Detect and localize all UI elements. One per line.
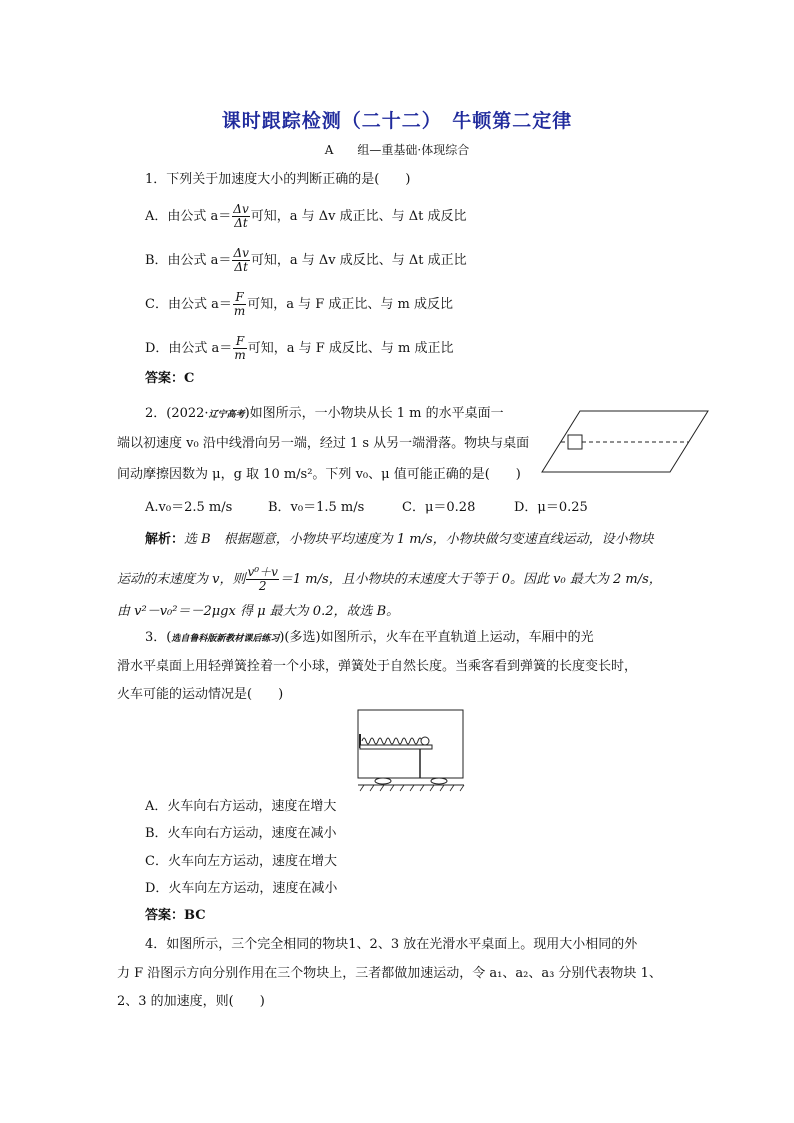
- fraction-denominator: Δt: [234, 260, 248, 274]
- table-block-figure: [540, 408, 710, 476]
- q2-analysis-label: 解析：: [145, 532, 185, 547]
- fraction-denominator: Δt: [234, 216, 248, 230]
- q3-number: 3．(: [145, 630, 172, 645]
- q2-option-c[interactable]: C．μ＝0.28: [402, 500, 476, 515]
- q1-option-a[interactable]: [145, 203, 467, 230]
- q1-option-a-fraction: [232, 203, 249, 230]
- q1-option-a-prefix: A．由公式 a＝: [145, 209, 232, 224]
- q2-line1-text: )如图所示，一小物块从长 1 m 的水平桌面一: [244, 406, 504, 421]
- q3-answer: 答案：BC: [145, 908, 206, 923]
- q4-line2: 力 F 沿图示方向分别作用在三个物块上，三者都做加速运动，令 a₁、a₂、a₃ 分别代表物块 1、: [117, 966, 662, 981]
- q2-analysis-line2: [117, 566, 662, 593]
- q1-option-c-prefix: C．由公式 a＝: [145, 297, 232, 312]
- q4-line1: 4．如图所示，三个完全相同的物块1、2、3 放在光滑水平桌面上。现用大小相同的外: [145, 937, 638, 952]
- q1-option-c[interactable]: [145, 291, 453, 318]
- q1-option-a-suffix: 可知，a 与 Δv 成正比、与 Δt 成反比: [250, 209, 467, 224]
- q2-analysis-text2b: ＝1 m/s，且小物块的末速度大于等于 0。因此 v₀ 最大为 2 m/s，: [279, 572, 662, 587]
- q1-option-d[interactable]: [145, 335, 453, 362]
- wheel-right: [431, 778, 447, 784]
- q3-line1-text: )(多选)如图所示，火车在平直轨道上运动，车厢中的光: [279, 630, 594, 645]
- q2-option-b[interactable]: B．v₀＝1.5 m/s: [268, 500, 365, 515]
- q1-stem: 1．下列关于加速度大小的判断正确的是( ): [145, 172, 411, 187]
- q3-source: 选自鲁科版新教材课后练习: [171, 634, 280, 644]
- q1-option-b[interactable]: [145, 247, 467, 274]
- fraction-denominator: 2: [258, 579, 267, 593]
- carriage-outline: [358, 710, 463, 778]
- q3-option-c[interactable]: C．火车向左方运动，速度在增大: [145, 854, 337, 869]
- fraction-numerator: Δv: [233, 202, 249, 216]
- q3-line3: 火车可能的运动情况是( ): [117, 687, 284, 702]
- ground-hatching: [360, 785, 464, 791]
- q3-option-b[interactable]: B．火车向右方运动，速度在减小: [145, 826, 337, 841]
- spring: [362, 738, 422, 744]
- q3-line2: 滑水平桌面上用轻弹簧拴着一个小球，弹簧处于自然长度。当乘客看到弹簧的长度变长时，: [117, 659, 638, 674]
- q1-answer: 答案：C: [145, 371, 195, 386]
- ball: [421, 737, 429, 745]
- fraction-numerator: v⁰＋v: [247, 565, 278, 579]
- fraction-numerator: Δv: [233, 246, 249, 260]
- q4-line3: 2、3 的加速度，则( ): [117, 994, 265, 1009]
- q2-analysis-line3: 由 v²－v₀²＝－2μgx 得 μ 最大为 0.2，故选 B。: [117, 604, 400, 619]
- q2-option-a[interactable]: A.v₀＝2.5 m/s: [145, 500, 233, 515]
- fraction-denominator: m: [234, 348, 246, 362]
- page-title: 课时跟踪检测（二十二） 牛顿第二定律: [221, 110, 573, 132]
- table-surface: [360, 745, 432, 749]
- q2-number: 2．(2022·: [145, 406, 209, 421]
- q2-analysis-text1: 选 B 根据题意，小物块平均速度为 1 m/s，小物块做匀变速直线运动，设小物块: [184, 532, 654, 547]
- q1-option-b-suffix: 可知，a 与 Δv 成反比、与 Δt 成正比: [250, 253, 467, 268]
- fraction-numerator: F: [233, 335, 246, 349]
- q2-line1: [145, 405, 504, 424]
- q2-analysis-text2a: 运动的末速度为 v，则: [117, 572, 246, 587]
- wheel-left: [375, 778, 391, 784]
- section-subtitle: A 组—重基础·体现综合: [324, 143, 470, 157]
- q2-option-d[interactable]: D．μ＝0.25: [514, 500, 588, 515]
- small-block: [568, 435, 582, 449]
- q2-source: 辽宁高考: [208, 410, 245, 420]
- q2-line2: 端以初速度 v₀ 沿中线滑向另一端，经过 1 s 从另一端滑落。物块与桌面: [117, 436, 530, 451]
- q1-option-d-suffix: 可知，a 与 F 成反比、与 m 成正比: [247, 341, 454, 356]
- q1-option-b-prefix: B．由公式 a＝: [145, 253, 232, 268]
- q3-line1: [145, 629, 594, 648]
- q1-option-d-fraction: [233, 335, 246, 362]
- q2-analysis-fraction: [246, 566, 278, 593]
- fraction-denominator: m: [233, 304, 246, 318]
- q2-analysis-line1: [145, 531, 654, 549]
- q1-option-d-prefix: D．由公式 a＝: [145, 341, 233, 356]
- q2-line3: 间动摩擦因数为 μ，g 取 10 m/s²。下列 v₀、μ 值可能正确的是( ): [117, 467, 521, 482]
- q1-option-b-fraction: [232, 247, 249, 274]
- train-spring-figure: [356, 708, 466, 794]
- fraction-numerator: F: [233, 291, 246, 305]
- q3-option-d[interactable]: D．火车向左方运动，速度在减小: [145, 881, 338, 896]
- q3-option-a[interactable]: A．火车向右方运动，速度在增大: [145, 799, 337, 814]
- q1-option-c-suffix: 可知，a 与 F 成正比、与 m 成反比: [247, 297, 453, 312]
- q1-option-c-fraction: [233, 291, 246, 318]
